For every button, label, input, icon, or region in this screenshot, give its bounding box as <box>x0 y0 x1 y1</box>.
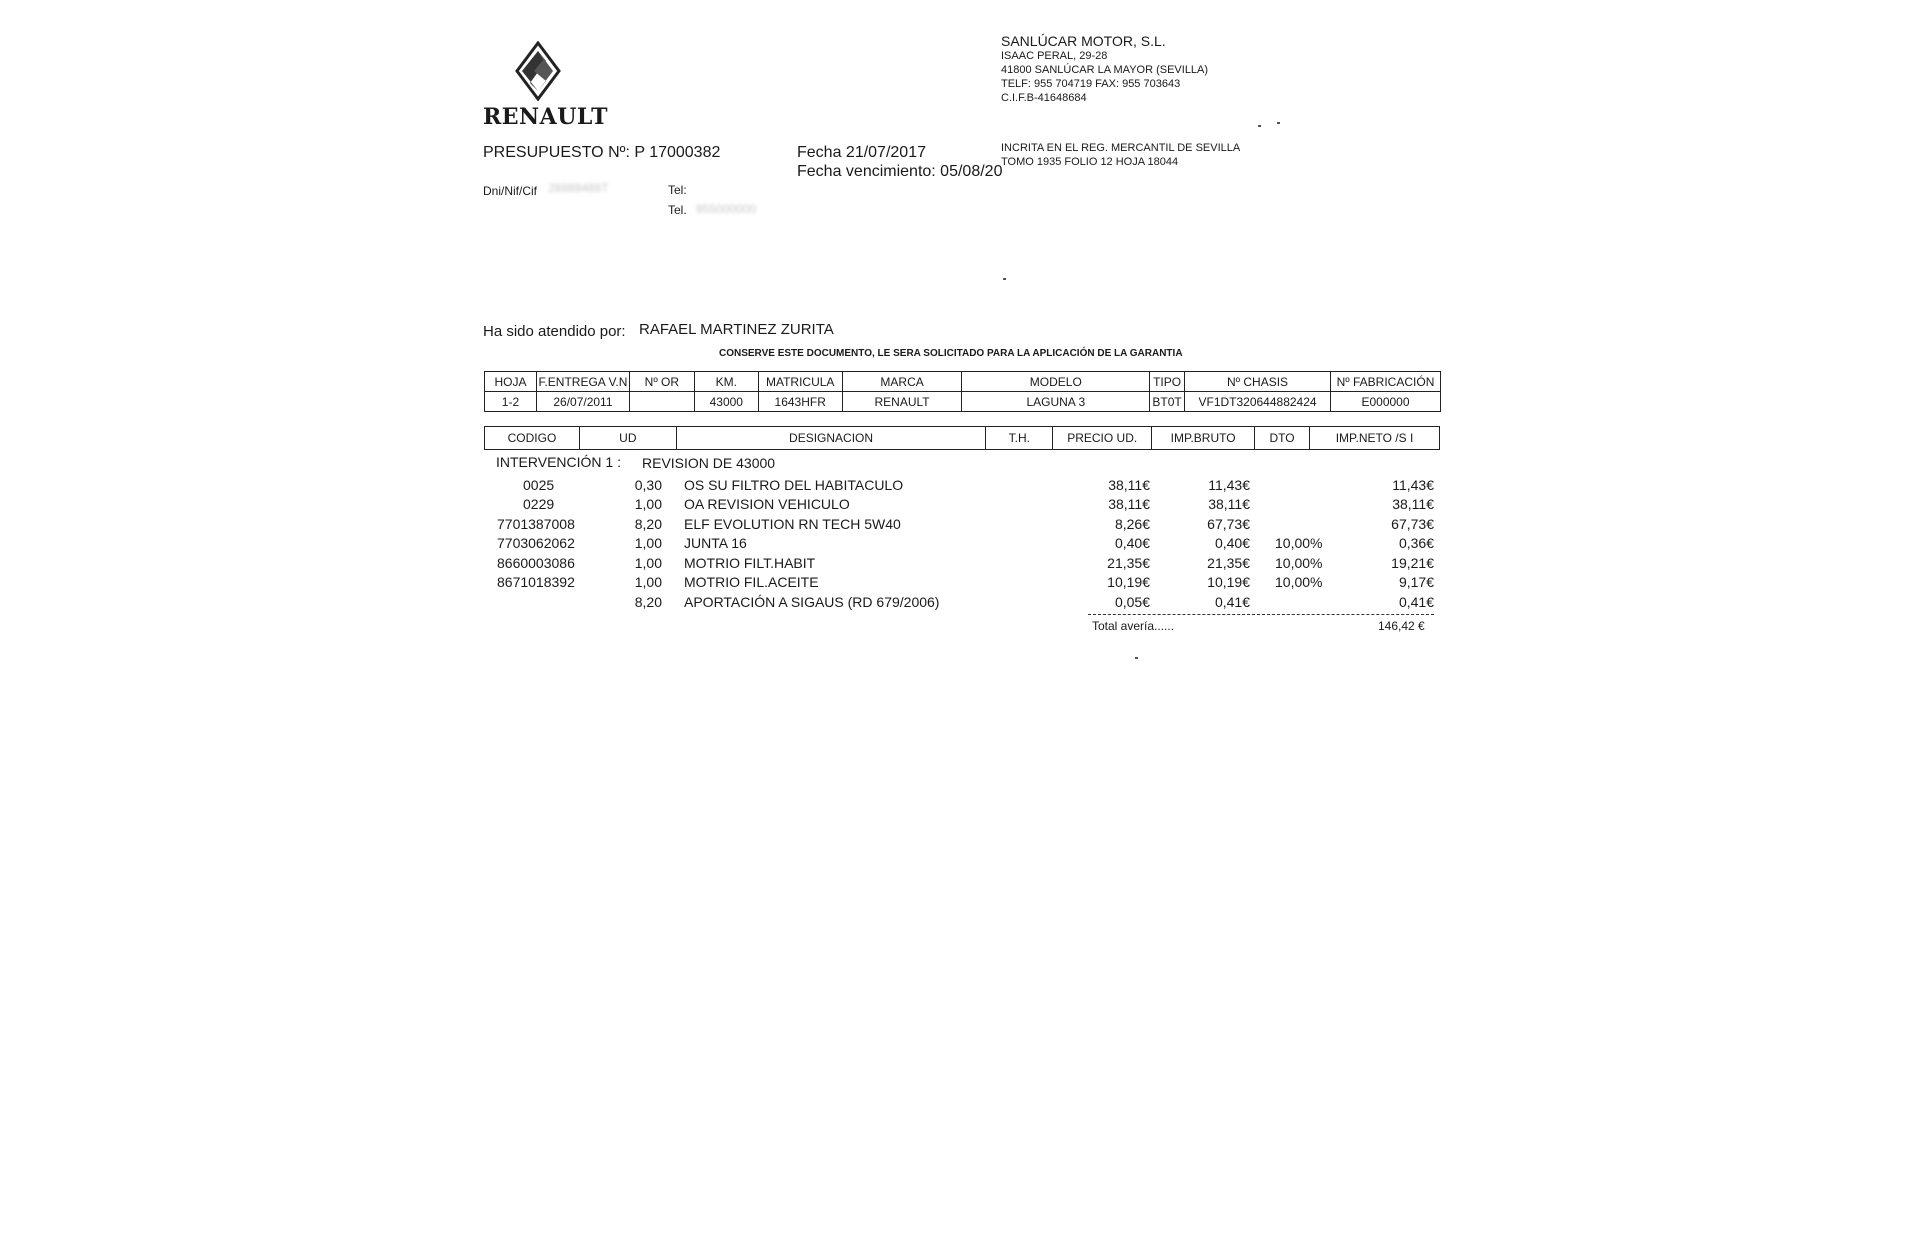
item-code: 7701387008 <box>497 516 575 532</box>
quote-date: Fecha 21/07/2017 <box>797 144 926 161</box>
item-price: 8,26€ <box>1114 516 1150 532</box>
items-header-table <box>484 426 1440 450</box>
marca-value: RENAULT <box>842 392 962 412</box>
item-net: 11,43€ <box>1392 477 1434 493</box>
company-cif: C.I.F.B-41648684 <box>1001 92 1087 104</box>
scan-speck <box>1258 125 1261 127</box>
col-imp-bruto: IMP.BRUTO <box>1152 427 1255 450</box>
attended-label: Ha sido atendido por: <box>483 323 626 340</box>
item-dto: 10,00% <box>1275 574 1323 590</box>
item-ud: 0,30 <box>634 477 662 493</box>
quote-number: PRESUPUESTO Nº: P 17000382 <box>483 144 721 161</box>
item-price: 0,05€ <box>1114 594 1150 610</box>
tipo-value: BT0T <box>1150 392 1185 412</box>
col-codigo: CODIGO <box>485 427 580 450</box>
item-net: 19,21€ <box>1391 555 1434 571</box>
item-price: 38,11€ <box>1108 477 1150 493</box>
col-dto: DTO <box>1255 427 1310 450</box>
total-label: Total avería...... <box>1092 619 1175 633</box>
item-code: 0025 <box>523 477 555 493</box>
item-ud: 1,00 <box>634 574 662 590</box>
item-gross: 0,40€ <box>1214 535 1250 551</box>
dni-label: Dni/Nif/Cif <box>483 184 538 198</box>
total-divider <box>1088 614 1434 615</box>
item-gross: 21,35€ <box>1207 555 1250 571</box>
item-desc: MOTRIO FILT.HABIT <box>684 555 816 571</box>
item-ud: 1,00 <box>634 555 662 571</box>
item-desc: APORTACIÓN A SIGAUS (RD 679/2006) <box>684 594 940 610</box>
item-gross: 0,41€ <box>1214 594 1250 610</box>
company-name: SANLÚCAR MOTOR, S.L. <box>1001 33 1166 49</box>
item-desc: JUNTA 16 <box>684 535 747 551</box>
company-address: ISAAC PERAL, 29-28 <box>1001 50 1108 62</box>
vehicle-table-value-row <box>485 392 1441 412</box>
item-price: 38,11€ <box>1108 496 1150 512</box>
col-ud: UD <box>579 427 676 450</box>
dni-value: 28888488T <box>548 181 609 195</box>
col-marca: MARCA <box>842 372 962 392</box>
vehicle-info-table <box>484 371 1441 412</box>
col-chasis: Nº CHASIS <box>1185 372 1331 392</box>
col-matricula: MATRICULA <box>758 372 842 392</box>
fecha-entrega-value: 26/07/2011 <box>536 392 629 412</box>
col-km: KM. <box>694 372 758 392</box>
company-phones: TELF: 955 704719 FAX: 955 703643 <box>1001 78 1181 90</box>
item-price: 0,40€ <box>1114 535 1150 551</box>
col-tipo: TIPO <box>1150 372 1185 392</box>
tel2-label: Tel. <box>668 203 687 217</box>
item-ud: 8,20 <box>634 516 662 532</box>
item-net: 9,17€ <box>1398 574 1434 590</box>
item-code: 8660003086 <box>497 555 575 571</box>
col-designacion: DESIGNACION <box>676 427 986 450</box>
item-code: 0229 <box>523 496 555 512</box>
col-hoja: HOJA <box>485 372 537 392</box>
item-ud: 1,00 <box>634 496 662 512</box>
col-numero-or: Nº OR <box>629 372 694 392</box>
warranty-notice: CONSERVE ESTE DOCUMENTO, LE SERA SOLICITADO PARA LA APLICACIÓN DE LA GARANTIA <box>719 348 1183 359</box>
scan-speck <box>1135 657 1138 659</box>
item-ud: 1,00 <box>634 535 662 551</box>
item-code: 8671018392 <box>497 574 575 590</box>
renault-diamond-icon <box>513 41 563 101</box>
item-net: 67,73€ <box>1391 516 1434 532</box>
company-city: 41800 SANLÚCAR LA MAYOR (SEVILLA) <box>1001 64 1209 76</box>
item-gross: 38,11€ <box>1208 496 1250 512</box>
item-dto: 10,00% <box>1275 555 1323 571</box>
numero-or-value <box>629 392 694 412</box>
item-ud: 8,20 <box>634 594 662 610</box>
tel-label: Tel: <box>668 183 687 197</box>
item-net: 0,36€ <box>1398 535 1434 551</box>
item-desc: OS SU FILTRO DEL HABITACULO <box>684 477 904 493</box>
modelo-value: LAGUNA 3 <box>962 392 1150 412</box>
tel2-value: 955000000 <box>696 202 757 216</box>
quote-due-date: Fecha vencimiento: 05/08/20 <box>797 163 1003 180</box>
item-net: 0,41€ <box>1398 594 1434 610</box>
company-registry-line-1: INCRITA EN EL REG. MERCANTIL DE SEVILLA <box>1001 142 1241 154</box>
item-gross: 67,73€ <box>1207 516 1250 532</box>
item-desc: MOTRIO FIL.ACEITE <box>684 574 819 590</box>
col-th: T.H. <box>986 427 1053 450</box>
vehicle-table-header-row <box>485 372 1441 392</box>
col-modelo: MODELO <box>962 372 1150 392</box>
hoja-value: 1-2 <box>485 392 537 412</box>
km-value: 43000 <box>694 392 758 412</box>
item-code: 7703062062 <box>497 535 575 551</box>
item-gross: 10,19€ <box>1207 574 1250 590</box>
intervention-title: REVISION DE 43000 <box>642 455 776 471</box>
intervention-label: INTERVENCIÓN 1 : <box>496 454 621 470</box>
brand-logo-text: RENAULT <box>483 104 608 130</box>
items-header-row <box>485 427 1440 450</box>
item-net: 38,11€ <box>1392 496 1434 512</box>
col-imp-neto: IMP.NETO /S I <box>1310 427 1440 450</box>
company-registry-line-2: TOMO 1935 FOLIO 12 HOJA 18044 <box>1001 156 1179 168</box>
item-gross: 11,43€ <box>1208 477 1250 493</box>
total-value: 146,42 € <box>1378 619 1425 633</box>
chasis-value: VF1DT320644882424 <box>1185 392 1331 412</box>
item-desc: ELF EVOLUTION RN TECH 5W40 <box>684 516 901 532</box>
attended-name: RAFAEL MARTINEZ ZURITA <box>639 321 834 338</box>
item-desc: OA REVISION VEHICULO <box>684 496 850 512</box>
item-price: 21,35€ <box>1107 555 1150 571</box>
col-fabricacion: Nº FABRICACIÓN <box>1330 372 1440 392</box>
col-precio-ud: PRECIO UD. <box>1053 427 1152 450</box>
scan-speck <box>1277 122 1280 124</box>
fabricacion-value: E000000 <box>1330 392 1440 412</box>
item-price: 10,19€ <box>1107 574 1150 590</box>
matricula-value: 1643HFR <box>758 392 842 412</box>
col-fecha-entrega: F.ENTREGA V.N <box>536 372 629 392</box>
item-dto: 10,00% <box>1275 535 1323 551</box>
scan-speck <box>1003 278 1006 280</box>
